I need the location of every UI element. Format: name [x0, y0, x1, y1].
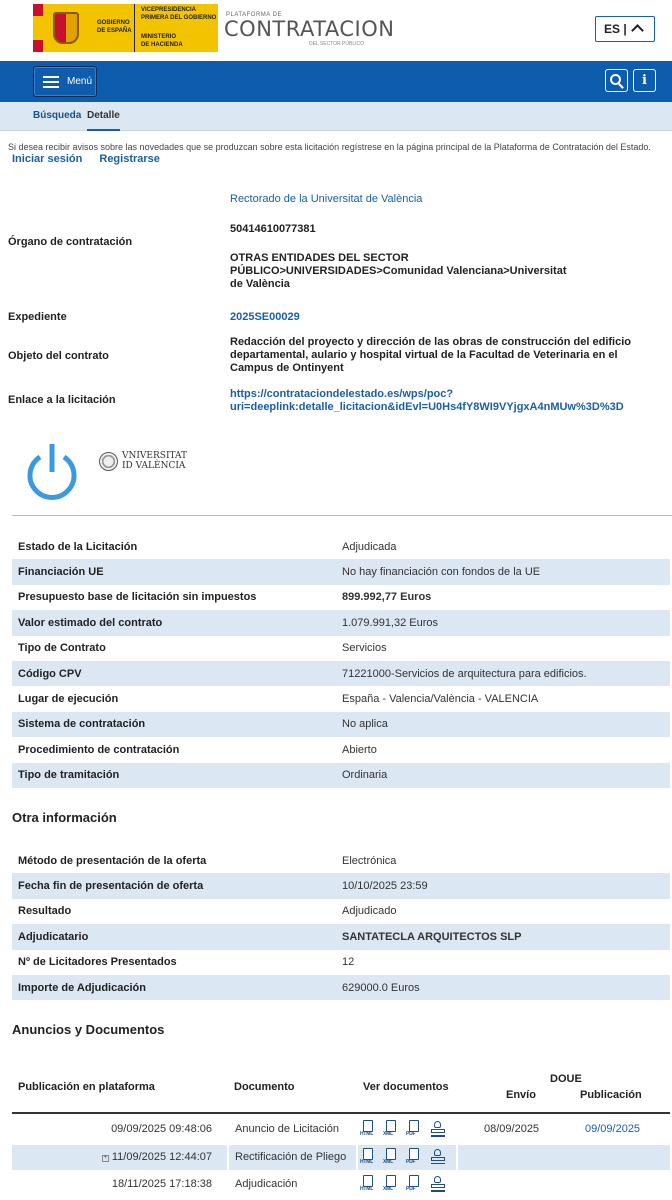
menu-label: Menú — [67, 76, 93, 87]
pdf-file-icon[interactable] — [407, 1120, 423, 1138]
table-row — [12, 636, 670, 661]
gob-vice2: PRIMERA DEL GOBIERNO — [141, 14, 217, 21]
search-icon — [610, 74, 621, 85]
uv-line2: ID VALÈNCIA — [122, 460, 186, 471]
table-row — [12, 848, 670, 873]
signature-stamp-icon[interactable] — [430, 1175, 446, 1193]
docs-table-header — [12, 1068, 670, 1114]
row-label: Tipo de tramitación — [18, 769, 120, 782]
table-row — [12, 950, 670, 975]
search-button[interactable] — [605, 69, 628, 92]
university-seal-icon — [99, 452, 118, 471]
table-row — [12, 534, 670, 559]
table-row — [12, 712, 670, 737]
doc-publication-date — [102, 1151, 212, 1163]
enlace-line1: https://contrataciondelestado.es/wps/poc? — [230, 388, 454, 400]
info-icon: i — [642, 73, 647, 88]
row-value: No aplica — [342, 718, 388, 731]
objeto-label: Objeto del contrato — [8, 350, 109, 362]
table-row — [12, 975, 670, 1000]
info-button[interactable] — [633, 69, 656, 92]
column-divider — [456, 1172, 458, 1197]
row-value: España - Valencia/València - VALENCIA — [342, 693, 539, 706]
table-row — [12, 559, 670, 584]
pdf-file-icon[interactable] — [407, 1175, 423, 1193]
table-row — [12, 661, 670, 686]
organo-name-link[interactable]: Rectorado de la Universitat de València — [230, 193, 423, 205]
pdf-file-icon[interactable] — [407, 1148, 423, 1166]
file-type-label: HTML — [360, 1186, 374, 1192]
table-row — [12, 899, 670, 924]
expand-icon[interactable]: + — [103, 1154, 108, 1161]
table-row — [12, 924, 670, 949]
file-type-label: XML — [383, 1186, 393, 1192]
row-label: Estado de la Licitación — [18, 540, 138, 553]
docs-title: Anuncios y Documentos — [12, 1022, 165, 1037]
table-row — [12, 873, 670, 898]
organo-path: OTRAS ENTIDADES DEL SECTOR PÚBLICO>UNIVERSIDADES>Comunidad Valenciana>Universitat de València — [230, 252, 567, 291]
col-doue: DOUE — [550, 1073, 582, 1085]
file-type-label: XML — [383, 1131, 393, 1137]
doc-file-links — [361, 1148, 446, 1166]
gob-line1: GOBIERNO — [97, 20, 130, 26]
table-row — [12, 737, 670, 762]
register-link[interactable]: Registrarse — [99, 153, 160, 165]
doc-date-text: 11/09/2025 12:44:07 — [111, 1150, 212, 1163]
organo-label: Órgano de contratación — [8, 236, 133, 248]
row-value: 71221000-Servicios de arquitectura para edificios. — [342, 667, 587, 680]
tab-bar — [0, 102, 672, 131]
gobierno-logo[interactable] — [33, 4, 218, 52]
row-label: Importe de Adjudicación — [18, 981, 146, 994]
doc-publication-date — [111, 1123, 212, 1135]
row-value: Ordinaria — [342, 769, 388, 782]
main-nav-bar — [0, 61, 672, 102]
doue-envio-date: 08/09/2025 — [484, 1123, 540, 1135]
col-publicacion-plataforma: Publicación en plataforma — [18, 1081, 155, 1093]
row-value: Adjudicado — [342, 905, 397, 918]
column-divider — [227, 1117, 229, 1142]
gob-min1: MINISTERIO — [141, 34, 177, 40]
doc-row — [12, 1172, 670, 1197]
row-label: Método de presentación de la oferta — [18, 854, 207, 867]
row-value: No hay financiación con fondos de la UE — [342, 566, 541, 579]
gob-min2: DE HACIENDA — [141, 41, 183, 48]
column-divider — [356, 1145, 358, 1170]
menu-button[interactable] — [33, 66, 97, 97]
html-file-icon[interactable] — [361, 1120, 377, 1138]
expediente-label: Expediente — [8, 311, 67, 323]
row-value: Electrónica — [342, 854, 397, 867]
table-row — [12, 610, 670, 635]
file-type-label: HTML — [360, 1158, 374, 1165]
organo-id: 50414610077381 — [230, 223, 316, 235]
uv-line1: VNIVERSITAT — [122, 451, 188, 462]
table-row — [12, 585, 670, 610]
otra-info-table — [12, 848, 670, 1000]
table-row — [12, 763, 670, 788]
row-label: Adjudicatario — [18, 930, 89, 943]
plataforma-contratacion-logo[interactable] — [224, 12, 395, 47]
spain-coat-of-arms-icon — [33, 4, 91, 52]
doc-file-links — [361, 1175, 446, 1193]
signature-stamp-icon[interactable] — [430, 1148, 446, 1166]
otra-info-title: Otra información — [12, 810, 117, 825]
file-type-label: HTML — [360, 1131, 374, 1137]
column-divider — [356, 1172, 358, 1197]
column-divider — [456, 1117, 458, 1142]
doc-row — [12, 1117, 670, 1142]
row-value: Adjudicada — [342, 540, 397, 553]
row-label: Valor estimado del contrato — [18, 616, 163, 629]
details-table — [12, 534, 670, 788]
doc-file-links — [361, 1120, 446, 1138]
doc-row — [12, 1145, 670, 1170]
enlace-link[interactable] — [230, 388, 662, 414]
row-label: Nº de Licitadores Presentados — [18, 956, 177, 969]
doc-name: Adjudicación — [235, 1178, 298, 1190]
row-value: SANTATECLA ARQUITECTOS SLP — [342, 930, 522, 943]
row-value: Abierto — [342, 743, 377, 756]
row-value: 899.992,77 Euros — [342, 591, 432, 604]
gob-line2: DE ESPAÑA — [97, 27, 132, 34]
plat-big: CONTRATACION — [224, 17, 395, 41]
signature-stamp-icon[interactable] — [430, 1120, 446, 1138]
col-ver-documentos: Ver documentos — [363, 1081, 449, 1093]
row-value: Servicios — [342, 642, 387, 655]
expediente-value[interactable]: 2025SE00029 — [230, 311, 300, 323]
row-label: Lugar de ejecución — [18, 693, 119, 706]
universitat-valencia-logo — [99, 452, 187, 471]
html-file-icon[interactable] — [361, 1148, 377, 1166]
col-envio: Envío — [506, 1089, 536, 1101]
xml-file-icon[interactable] — [384, 1175, 400, 1193]
enlace-line2: uri=deeplink:detalle_licitacion&idEvl=U0Hs4fY8WI9VYjgxA4nMUw%3D%3D — [230, 401, 624, 414]
table-row — [12, 686, 670, 711]
row-label: Resultado — [18, 905, 72, 918]
column-divider — [227, 1172, 229, 1197]
doc-name: Anuncio de Licitación — [235, 1123, 339, 1135]
column-divider — [456, 1145, 458, 1170]
hamburger-icon — [43, 76, 59, 88]
doc-name: Rectificación de Pliego — [235, 1150, 347, 1163]
power-logo-icon — [23, 441, 81, 503]
doue-publicacion-link[interactable]: 09/09/2025 — [585, 1123, 641, 1135]
doc-date-text: 09/09/2025 09:48:06 — [111, 1123, 212, 1135]
gob-vice1: VICEPRESIDENCIA — [141, 7, 197, 13]
col-documento: Documento — [234, 1081, 295, 1093]
site-header — [0, 0, 672, 61]
row-value: 629000.0 Euros — [342, 981, 420, 994]
file-type-label: PDF — [406, 1131, 416, 1137]
row-label: Tipo de Contrato — [18, 642, 106, 655]
login-link[interactable]: Iniciar sesión — [12, 153, 83, 165]
col-publicacion: Publicación — [580, 1089, 642, 1101]
row-label: Procedimiento de contratación — [18, 743, 180, 756]
column-divider — [227, 1145, 229, 1170]
html-file-icon[interactable] — [361, 1175, 377, 1193]
tab-detalle[interactable]: Detalle — [87, 110, 120, 131]
plat-tiny: DEL SECTOR PÚBLICO — [308, 41, 364, 47]
row-value: 12 — [342, 956, 355, 969]
language-selector[interactable] — [595, 16, 655, 42]
row-label: Financiación UE — [18, 566, 104, 579]
column-divider — [356, 1117, 358, 1142]
row-label: Presupuesto base de licitación sin impuestos — [18, 591, 257, 604]
auth-links — [12, 153, 174, 165]
language-label: ES | — [604, 22, 627, 36]
tab-busqueda[interactable]: Búsqueda — [33, 110, 82, 121]
objeto-value: Redacción del proyecto y dirección de las obras de construcción del edificio departamental, aulario y hospital virtual de la Facultad de Veterinaria en el Campus de Ontinyent — [230, 336, 632, 375]
row-label: Código CPV — [18, 667, 82, 680]
doc-publication-date — [112, 1178, 212, 1190]
row-label: Sistema de contratación — [18, 718, 146, 731]
file-type-label: XML — [383, 1158, 393, 1165]
plat-small: PLATAFORMA DE — [226, 12, 282, 18]
file-type-label: PDF — [406, 1186, 416, 1192]
file-type-label: PDF — [406, 1158, 416, 1165]
xml-file-icon[interactable] — [384, 1120, 400, 1138]
doc-date-text: 18/11/2025 17:18:38 — [111, 1178, 212, 1190]
row-value: 1.079.991,32 Euros — [342, 616, 439, 629]
notice-text: Si desea recibir avisos sobre las novedades que se produzcan sobre esta licitación regístrese en la página principal de la Plataforma de Contratación del Estado. — [8, 142, 651, 152]
xml-file-icon[interactable] — [384, 1148, 400, 1166]
enlace-label: Enlace a la licitación — [8, 394, 116, 406]
chevron-up-icon — [631, 24, 644, 37]
row-value: 10/10/2025 23:59 — [342, 880, 428, 893]
row-label: Fecha fin de presentación de oferta — [18, 880, 204, 893]
separator — [12, 515, 672, 516]
